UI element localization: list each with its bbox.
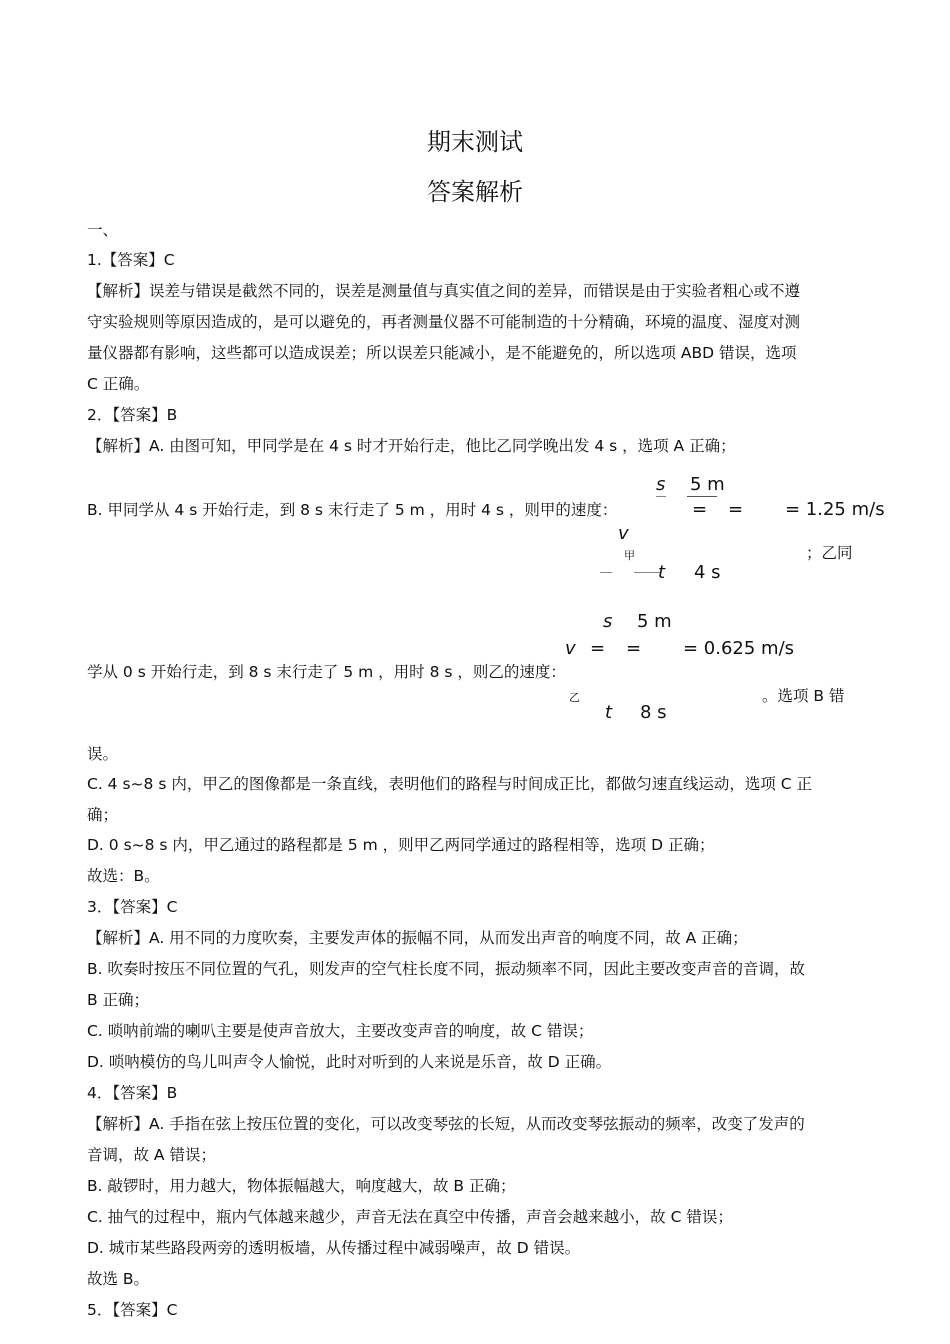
q2-analysis-c-cont: 确； [87,806,119,824]
formula1-equals: = [728,499,744,520]
q2-analysis-b-end: 误。 [87,745,119,763]
formula2-s: s [603,611,613,632]
q1-analysis-line: C 正确。 [87,375,150,393]
q3-analysis-d: D. 唢呐模仿的鸟儿叫声令人愉悦，此时对听到的人来说是乐音，故 D 正确。 [87,1053,612,1071]
section-heading: 一、 [87,221,119,239]
q2-final: 故选：B。 [87,867,160,885]
q4-analysis-d: D. 城市某些路段两旁的透明板墙，从传播过程中减弱噪声，故 D 错误。 [87,1239,581,1257]
formula1-denominator: 4 s [694,562,721,583]
q4-analysis-a: 【解析】A. 手指在弦上按压位置的变化，可以改变琴弦的长短，从而改变琴弦振动的频率，改变了发声的 [87,1115,805,1133]
formula1-equals: = [692,499,708,520]
q3-analysis-c: C. 唢呐前端的喇叭主要是使声音放大，主要改变声音的响度，故 C 错误； [87,1022,594,1040]
q4-answer: 4．【答案】B [87,1084,178,1102]
document-title: 期末测试 [427,128,523,156]
formula1-t: t [658,562,666,583]
q2-answer: 2．【答案】B [87,406,178,424]
formula1-s: s [656,474,666,495]
q3-analysis-b-cont: B 正确； [87,991,150,1009]
formula2-numerator: 5 m [637,611,672,632]
q4-analysis-a-cont: 音调，故 A 错误； [87,1146,216,1164]
q4-analysis-b: B. 敲锣时，用力越大，物体振幅越大，响度越大，故 B 正确； [87,1177,516,1195]
formula1-dash [634,572,660,573]
formula1-subscript: 甲 [624,549,635,562]
formula2-subscript: 乙 [569,691,580,704]
formula1-v: v [618,523,629,544]
q2-analysis-d: D. 0 s~8 s 内，甲乙通过的路程都是 5 m ，则甲乙两同学通过的路程相等，选项 D 正确； [87,836,715,854]
q2-analysis-a: 【解析】A. 由图可知，甲同学是在 4 s 时才开始行走，他比乙同学晚出发 4 s ，选项 A 正确； [87,437,736,455]
document-subtitle: 答案解析 [427,178,523,206]
q1-answer: 1.【答案】C [87,251,175,269]
q2-analysis-b-cont-tail: 。选项 B 错 [762,687,845,705]
q5-answer: 5．【答案】C [87,1301,178,1319]
formula1-fraction-bar [656,496,666,497]
formula2-result: = 0.625 m/s [683,638,795,659]
q2-analysis-c: C. 4 s~8 s 内，甲乙的图像都是一条直线，表明他们的路程与时间成正比，都做匀速直线运动，选项 C 正 [87,775,812,793]
formula1-fraction-bar [687,496,717,497]
formula2-equals: = [626,638,642,659]
formula1-result: = 1.25 m/s [785,499,885,520]
q3-answer: 3．【答案】C [87,898,178,916]
formula2-t: t [605,702,613,723]
q3-analysis-b: B. 吹奏时按压不同位置的气孔，则发声的空气柱长度不同，振动频率不同，因此主要改变声音的音调，故 [87,960,805,978]
q1-analysis-line: 【解析】误差与错误是截然不同的，误差是测量值与真实值之间的差异，而错误是由于实验者粗心或不遵 [87,282,801,300]
q2-analysis-b: B. 甲同学从 4 s 开始行走，到 8 s 末行走了 5 m ，用时 4 s ，则甲的速度： [87,501,618,519]
formula2-denominator: 8 s [640,702,667,723]
formula2-equals: = [590,638,606,659]
q1-analysis-line: 量仪器都有影响，这些都可以造成误差；所以误差只能减小，是不能避免的，所以选项 ABD 错误，选项 [87,344,797,362]
q4-analysis-c: C. 抽气的过程中，瓶内气体越来越少，声音无法在真空中传播，声音会越来越小，故 C 错误； [87,1208,733,1226]
formula2-v: v [565,638,576,659]
q2-analysis-b-cont: 学从 0 s 开始行走，到 8 s 末行走了 5 m ，用时 8 s ，则乙的速度： [87,663,566,681]
q4-final: 故选 B。 [87,1270,150,1288]
q1-analysis-line: 守实验规则等原因造成的，是可以避免的，再者测量仪器不可能制造的十分精确，环境的温度、湿度对测 [87,313,801,331]
formula1-dash [600,572,612,573]
q3-analysis-a: 【解析】A. 用不同的力度吹奏，主要发声体的振幅不同，从而发出声音的响度不同，故 A 正确； [87,929,748,947]
q2-analysis-b-tail: ；乙同 [806,544,853,562]
formula1-numerator: 5 m [690,474,725,495]
